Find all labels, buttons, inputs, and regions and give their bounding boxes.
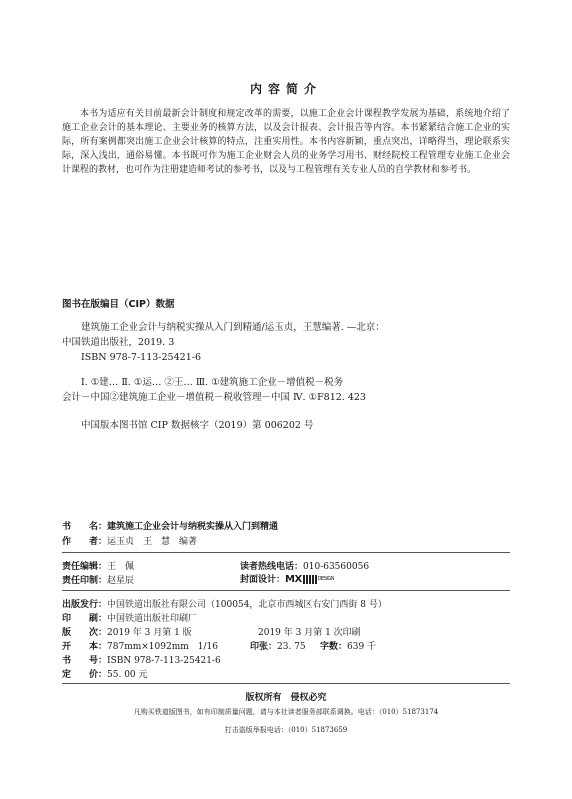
cip-entry-line: 建筑施工企业会计与纳税实操从入门到精通/运玉贞，王慧编著. —北京：	[81, 322, 385, 333]
publisher-row	[62, 597, 387, 610]
cip-class-line: Ⅰ. ①建… Ⅱ. ①运… ②王… Ⅲ. ①建筑施工企业－增值税－税务	[81, 377, 344, 388]
book-author-label: 作 者：	[62, 537, 108, 547]
cip-number: 中国版本图书馆 CIP 数据核字（2019）第 006202 号	[81, 420, 314, 431]
isbn-label: 书 号：	[62, 656, 108, 666]
copyright-notice: 版权所有 侵权必究	[245, 693, 327, 703]
publisher-value: 中国铁道出版社有限公司（100054，北京市西城区右安门西街 8 号）	[107, 600, 387, 610]
book-title-label: 书 名：	[62, 522, 108, 532]
piracy-hotline: 打击盗版举报电话：（010）51873659	[224, 726, 348, 734]
cip-entry	[62, 320, 510, 365]
printing-row	[62, 573, 134, 586]
divider	[62, 683, 510, 684]
impression-value: 2019 年 3 月第 1 次印刷	[258, 628, 361, 638]
sheets-value: 23. 75	[277, 642, 306, 652]
cip-number-block	[62, 418, 510, 433]
words-value: 639 千	[347, 642, 377, 652]
book-author-value: 运玉贞 王 慧 编著	[107, 537, 198, 547]
publisher-label: 出版发行：	[62, 600, 108, 610]
service-notice: 凡购买铁道版图书，如有印制质量问题，请与本社读者服务部联系调换。电话：（010）51873174	[133, 708, 439, 716]
divider	[62, 590, 510, 591]
intro-paragraph: 本书为适应有关目前最新会计制度和规定改革的需要，以施工企业会计课程教学发展为基础，系统地介绍了施工企业会计的基本理论、主要业务的核算方法，以及会计报表、会计报告等内容。本书紧紧结合施工企业的实际，所有案例都突出施工企业会计核算的特点，注重实用性。本书内容新颖，重点突出，详略得当，理论联系实际，深入浅出，通俗易懂。本书既可作为施工企业财会人员的业务学习用书、财经院校工程管理专业施工企业会计课程的教材，也可作为注册建造师考试的参考书，以及与工程管理有关专业人员的自学教材和参考书。	[62, 109, 510, 175]
design-logo	[285, 574, 334, 585]
hotline-value: 010-63560056	[303, 562, 370, 572]
words-row	[320, 639, 376, 652]
divider	[62, 552, 510, 553]
design-logo-icon	[303, 575, 317, 584]
sheets-row	[250, 639, 306, 652]
isbn-row	[62, 653, 221, 666]
price-label: 定 价：	[62, 670, 108, 680]
edition-value: 2019 年 3 月第 1 版	[107, 628, 192, 638]
price-row	[62, 667, 148, 680]
editor-value: 王 佩	[107, 562, 135, 572]
cip-heading: 图书在版编目（CIP）数据	[62, 299, 175, 310]
impression-row	[258, 625, 361, 638]
intro-title: 内容简介	[249, 82, 322, 96]
intro-body	[62, 107, 510, 177]
design-logo-text: MX	[285, 574, 302, 585]
format-row	[62, 639, 218, 652]
book-title-value: 建筑施工企业会计与纳税实操从入门到精通	[107, 522, 279, 532]
printing-value: 赵星辰	[107, 576, 135, 586]
format-value: 787mm×1092mm 1/16	[107, 642, 218, 652]
hotline-row	[240, 559, 369, 572]
print-value: 中国铁道出版社印刷厂	[107, 614, 198, 624]
design-logo-small: DESIGN	[317, 576, 334, 582]
cover-row	[240, 572, 334, 585]
cover-label: 封面设计：	[240, 575, 286, 585]
book-author-row	[62, 534, 197, 547]
cip-class-line: 会计－中国②建筑施工企业－增值税－税收管理－中国 Ⅳ. ①F812. 423	[62, 392, 366, 403]
book-title-row	[62, 519, 278, 532]
printing-label: 责任印制：	[62, 576, 108, 586]
cip-isbn: ISBN 978-7-113-25421-6	[81, 352, 201, 363]
format-label: 开 本：	[62, 642, 108, 652]
print-label: 印 刷：	[62, 614, 108, 624]
isbn-value: ISBN 978-7-113-25421-6	[107, 656, 221, 666]
cip-entry-line: 中国铁道出版社，2019. 3	[62, 337, 175, 348]
print-row	[62, 611, 197, 624]
editor-row	[62, 559, 134, 572]
words-label: 字数：	[320, 642, 348, 652]
cip-classification	[62, 375, 510, 405]
editor-label: 责任编辑：	[62, 562, 108, 572]
sheets-label: 印张：	[250, 642, 278, 652]
edition-label: 版 次：	[62, 628, 108, 638]
price-value: 55. 00 元	[107, 670, 148, 680]
hotline-label: 读者热线电话：	[240, 562, 304, 572]
edition-row	[62, 625, 192, 638]
